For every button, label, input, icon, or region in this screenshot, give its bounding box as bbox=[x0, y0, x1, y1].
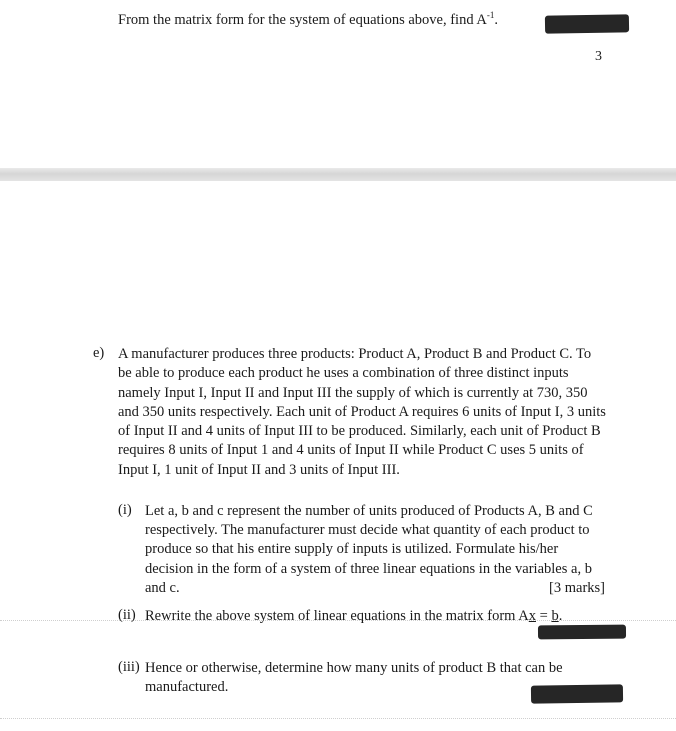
instruction-prefix: From the matrix form for the system of equations above, find A bbox=[118, 12, 487, 28]
redaction-mark bbox=[545, 14, 629, 33]
subquestion-i-label: (i) bbox=[118, 502, 132, 518]
redaction-mark bbox=[531, 684, 623, 703]
subquestion-ii-label: (ii) bbox=[118, 607, 136, 623]
vector-x: x bbox=[528, 608, 536, 624]
subquestion-ii-text bbox=[145, 607, 562, 626]
subquestion-iii-label: (iii) bbox=[118, 659, 140, 675]
dotted-separator bbox=[0, 718, 676, 719]
subquestion-i-body: Let a, b and c represent the number of units produced of Products A, B and C respectively. The manufacturer must decide what quantity of each product to produce so that his entire supply of inputs is utilized. Formulate his/her decision in the form of a system of three linear equations in the variables a, b and c. bbox=[145, 503, 593, 596]
subquestion-ii-period: . bbox=[558, 608, 563, 624]
subquestion-i-marks: [3 marks] bbox=[549, 579, 605, 596]
question-text: A manufacturer produces three products: Product A, Product B and Product C. To be able to produce each product he uses a combination of three distinct inputs namely Input I, Input II and Input III the supply of which is currently at 730, 350 and 350 units respectively. Each unit of Product A requires 6 units of Input I, 3 units of Input II and 4 units of Input III to be produced. Similarly, each unit of Product B requires 8 units of Input 1 and 4 units of Input II while Product C uses 5 units of Input I, 1 unit of Input II and 3 units of Input III. bbox=[118, 346, 606, 478]
redaction-mark bbox=[538, 625, 626, 640]
vector-b: b bbox=[551, 608, 559, 624]
page-divider bbox=[0, 168, 676, 181]
equals-sign: = bbox=[536, 608, 552, 624]
question-label: e) bbox=[93, 345, 105, 361]
inverse-superscript: -1 bbox=[486, 10, 495, 21]
subquestion-i-text bbox=[145, 502, 605, 598]
instruction-line bbox=[118, 12, 498, 29]
subquestion-ii-prefix: Rewrite the above system of linear equations in the matrix form A bbox=[145, 608, 529, 624]
instruction-suffix: . bbox=[494, 12, 498, 28]
marks-value: 3 bbox=[595, 49, 602, 64]
subquestion-iii-text: Hence or otherwise, determine how many units of product B that can be manufactured. bbox=[145, 660, 563, 696]
